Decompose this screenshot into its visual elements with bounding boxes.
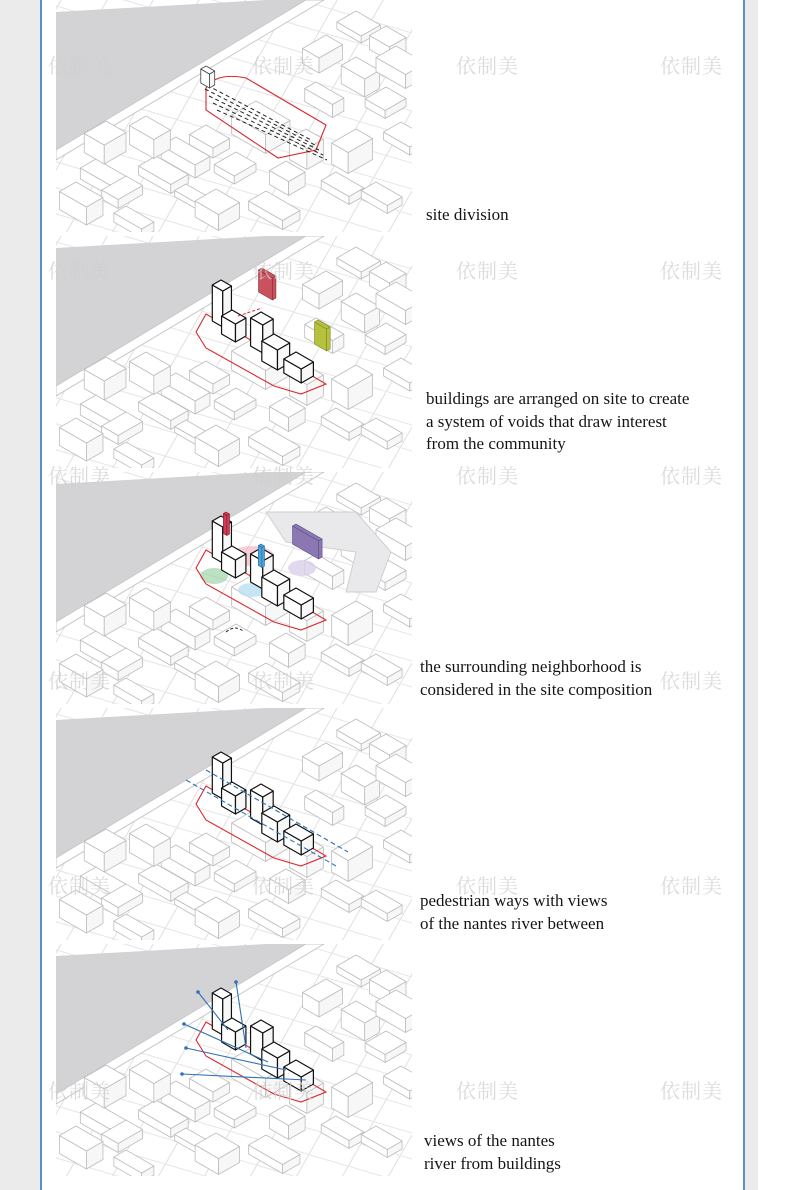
context-building [361, 418, 402, 450]
context-building [129, 1060, 170, 1103]
context-building [321, 408, 364, 441]
context-building [384, 358, 412, 391]
context-building [214, 624, 256, 656]
context-buildings [56, 0, 412, 232]
void-purple [288, 560, 316, 576]
context-building [249, 191, 300, 230]
context-building [214, 152, 256, 184]
watermark: 依制美 [252, 54, 315, 78]
context-building [114, 1150, 154, 1176]
watermark: 依制美 [48, 874, 111, 898]
context-building [114, 678, 154, 704]
context-building [321, 880, 364, 913]
proposed-building [222, 782, 246, 814]
view-arrowhead [234, 980, 238, 984]
watermark: 依制美 [660, 669, 723, 693]
axonometric-drawing [56, 708, 412, 940]
watermark: 依制美 [660, 54, 723, 78]
context-building [341, 293, 379, 333]
caption-neighborhood [420, 656, 652, 701]
context-building [129, 824, 170, 867]
caption-site-division [426, 204, 509, 227]
proposed-building [284, 588, 314, 619]
proposed-building [222, 310, 246, 342]
context-building [303, 979, 343, 1017]
context-buildings [56, 708, 412, 940]
context-building [214, 860, 256, 892]
caption-line: the surrounding neighborhood is [420, 657, 642, 676]
context-building [384, 122, 412, 155]
context-building [384, 1066, 412, 1099]
watermark: 依制美 [252, 259, 315, 283]
watermark: 依制美 [456, 259, 519, 283]
proposed-building [284, 352, 314, 383]
watermark: 依制美 [252, 669, 315, 693]
context-building [361, 182, 402, 214]
context-building [361, 654, 402, 686]
caption-line: pedestrian ways with views [420, 891, 608, 910]
context-building [384, 830, 412, 863]
watermark: 依制美 [456, 1079, 519, 1103]
context-building [129, 588, 170, 631]
watermark: 依制美 [48, 54, 111, 78]
context-building [332, 365, 373, 410]
context-building [114, 914, 154, 940]
view-arrowhead [196, 990, 200, 994]
context-building [249, 1135, 300, 1174]
caption-line: river from buildings [424, 1153, 561, 1173]
axonometric-drawing [56, 944, 412, 1176]
watermark: 依制美 [48, 464, 111, 488]
context-building [341, 765, 379, 805]
context-building [114, 206, 154, 232]
outer-margin [758, 0, 790, 1190]
panel-site-division [56, 0, 412, 232]
panel-pedestrian-ways [56, 708, 412, 940]
caption-line: views of the nantes [424, 1131, 555, 1150]
context-building [305, 1026, 344, 1062]
axonometric-drawing [56, 0, 412, 232]
context-building [129, 352, 170, 395]
context-building [214, 1096, 256, 1128]
watermark: 依制美 [660, 874, 723, 898]
void-plane-red [223, 512, 229, 536]
watermark: 依制美 [456, 54, 519, 78]
panel-river-views [56, 944, 412, 1176]
context-building [361, 890, 402, 922]
watermark: 依制美 [48, 1079, 111, 1103]
watermark: 依制美 [252, 874, 315, 898]
caption-river-views [424, 1130, 561, 1175]
context-building [332, 1073, 373, 1118]
context-building [341, 57, 379, 97]
watermark: 依制美 [48, 259, 111, 283]
watermark: 依制美 [48, 669, 111, 693]
watermark: 依制美 [660, 1079, 723, 1103]
diagram-sheet [40, 0, 745, 1190]
watermark: 依制美 [252, 464, 315, 488]
caption-line: from the community [426, 434, 566, 453]
watermark: 依制美 [456, 464, 519, 488]
context-building [305, 82, 344, 118]
context-building [305, 790, 344, 826]
view-arrowhead [180, 1072, 184, 1076]
proposed-building [284, 824, 314, 855]
context-building [332, 601, 373, 646]
context-building [332, 837, 373, 882]
context-building [303, 743, 343, 781]
caption-line: of the nantes river between [420, 913, 605, 933]
caption-building-voids [426, 388, 689, 456]
void-plane-blue [258, 544, 264, 568]
context-building [129, 116, 170, 159]
watermark: 依制美 [252, 1079, 315, 1103]
caption-line: buildings are arranged on site to create [426, 389, 690, 408]
context-building [214, 388, 256, 420]
context-buildings [56, 944, 412, 1176]
view-arrowhead [184, 1046, 188, 1050]
existing-building [201, 66, 215, 88]
caption-line: a system of voids that draw interest [426, 411, 667, 431]
view-arrowhead [182, 1022, 186, 1026]
context-building [321, 644, 364, 677]
context-building [321, 1116, 364, 1149]
context-building [249, 899, 300, 938]
context-building [361, 1126, 402, 1158]
watermark: 依制美 [660, 259, 723, 283]
context-building [384, 594, 412, 627]
context-building [332, 129, 373, 174]
caption-line: considered in the site composition [420, 679, 653, 699]
context-building [114, 442, 154, 468]
watermark: 依制美 [456, 874, 519, 898]
context-building [321, 172, 364, 205]
caption-line: site division [426, 205, 509, 224]
watermark: 依制美 [660, 464, 723, 488]
context-building [341, 1001, 379, 1041]
